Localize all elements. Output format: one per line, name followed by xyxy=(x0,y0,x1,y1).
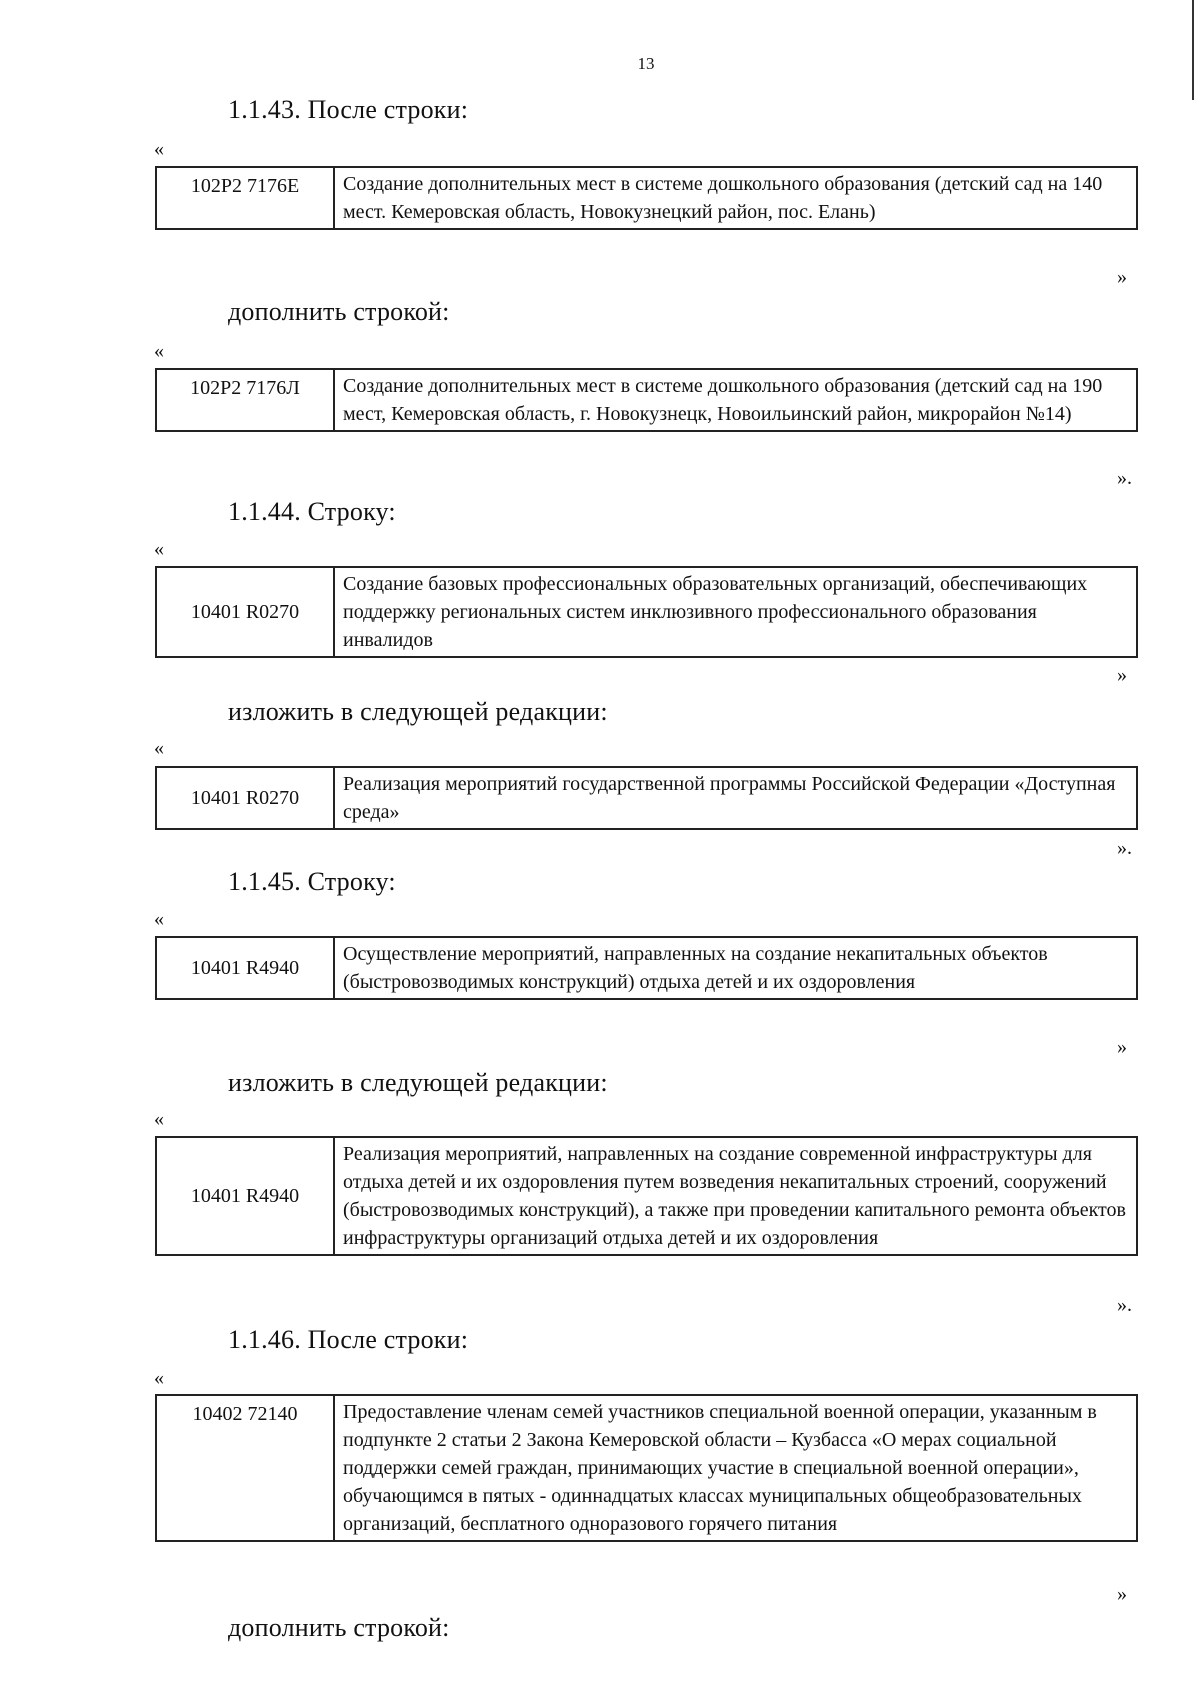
table-row xyxy=(156,1395,1137,1541)
budget-row-table xyxy=(155,936,1138,1000)
budget-code: 10401 R0270 xyxy=(156,767,334,829)
table-row xyxy=(156,369,1137,431)
close-quote: ». xyxy=(1117,837,1132,859)
open-quote: « xyxy=(154,737,164,759)
open-quote: « xyxy=(154,908,164,930)
close-quote: ». xyxy=(1117,1294,1132,1316)
close-quote: » xyxy=(1117,1036,1127,1058)
budget-code: 102P2 7176Е xyxy=(156,167,334,229)
budget-code: 102P2 7176Л xyxy=(156,369,334,431)
page-number: 13 xyxy=(637,54,655,73)
close-quote: » xyxy=(1117,266,1127,288)
budget-row-table xyxy=(155,1136,1138,1256)
budget-description: Осуществление мероприятий, направленных на создание некапитальных объектов (быстровозводимых конструкций) отдыха детей и их оздоровления xyxy=(334,937,1137,999)
open-quote: « xyxy=(154,138,164,160)
section-heading: 1.1.45. Строку: xyxy=(228,867,396,896)
budget-row-table xyxy=(155,166,1138,230)
table-row xyxy=(156,937,1137,999)
open-quote: « xyxy=(154,538,164,560)
open-quote: « xyxy=(154,340,164,362)
open-quote: « xyxy=(154,1367,164,1389)
section-heading: дополнить строкой: xyxy=(228,1613,450,1642)
table-row xyxy=(156,567,1137,657)
budget-description: Создание базовых профессиональных образовательных организаций, обеспечивающих поддержку региональных систем инклюзивного профессионального образования инвалидов xyxy=(334,567,1137,657)
section-heading: изложить в следующей редакции: xyxy=(228,697,608,726)
budget-row-table xyxy=(155,566,1138,658)
open-quote: « xyxy=(154,1108,164,1130)
budget-code: 10401 R4940 xyxy=(156,1137,334,1255)
section-heading: 1.1.44. Строку: xyxy=(228,497,396,526)
page-edge-mark xyxy=(1192,0,1200,100)
table-row xyxy=(156,167,1137,229)
budget-code: 10401 R0270 xyxy=(156,567,334,657)
close-quote: ». xyxy=(1117,467,1132,489)
budget-row-table xyxy=(155,1394,1138,1542)
close-quote: » xyxy=(1117,1583,1127,1605)
budget-description: Создание дополнительных мест в системе дошкольного образования (детский сад на 140 мест. Кемеровская область, Новокузнецкий район, пос. Елань) xyxy=(334,167,1137,229)
budget-description: Реализация мероприятий государственной программы Российской Федерации «Доступная среда» xyxy=(334,767,1137,829)
budget-row-table xyxy=(155,766,1138,830)
budget-description: Предоставление членам семей участников специальной военной операции, указанным в подпункте 2 статьи 2 Закона Кемеровской области – Кузбасса «О мерах социальной поддержки семей граждан, принимающих участие в специальной военной операции», обучающимся в пятых - одиннадцатых классах муниципальных общеобразовательных организаций, бесплатного одноразового горячего питания xyxy=(334,1395,1137,1541)
budget-description: Создание дополнительных мест в системе дошкольного образования (детский сад на 190 мест, Кемеровская область, г. Новокузнецк, Новоильинский район, микрорайон №14) xyxy=(334,369,1137,431)
budget-row-table xyxy=(155,368,1138,432)
close-quote: » xyxy=(1117,664,1127,686)
section-heading: 1.1.46. После строки: xyxy=(228,1325,469,1354)
section-heading: дополнить строкой: xyxy=(228,297,450,326)
table-row xyxy=(156,767,1137,829)
section-heading: 1.1.43. После строки: xyxy=(228,95,469,124)
table-row xyxy=(156,1137,1137,1255)
section-heading: изложить в следующей редакции: xyxy=(228,1068,608,1097)
budget-code: 10402 72140 xyxy=(156,1395,334,1541)
budget-code: 10401 R4940 xyxy=(156,937,334,999)
budget-description: Реализация мероприятий, направленных на создание современной инфраструктуры для отдыха детей и их оздоровления путем возведения некапитальных строений, сооружений (быстровозводимых конструкций), а также при проведении капитального ремонта объектов инфраструктуры организаций отдыха детей и их оздоровления xyxy=(334,1137,1137,1255)
